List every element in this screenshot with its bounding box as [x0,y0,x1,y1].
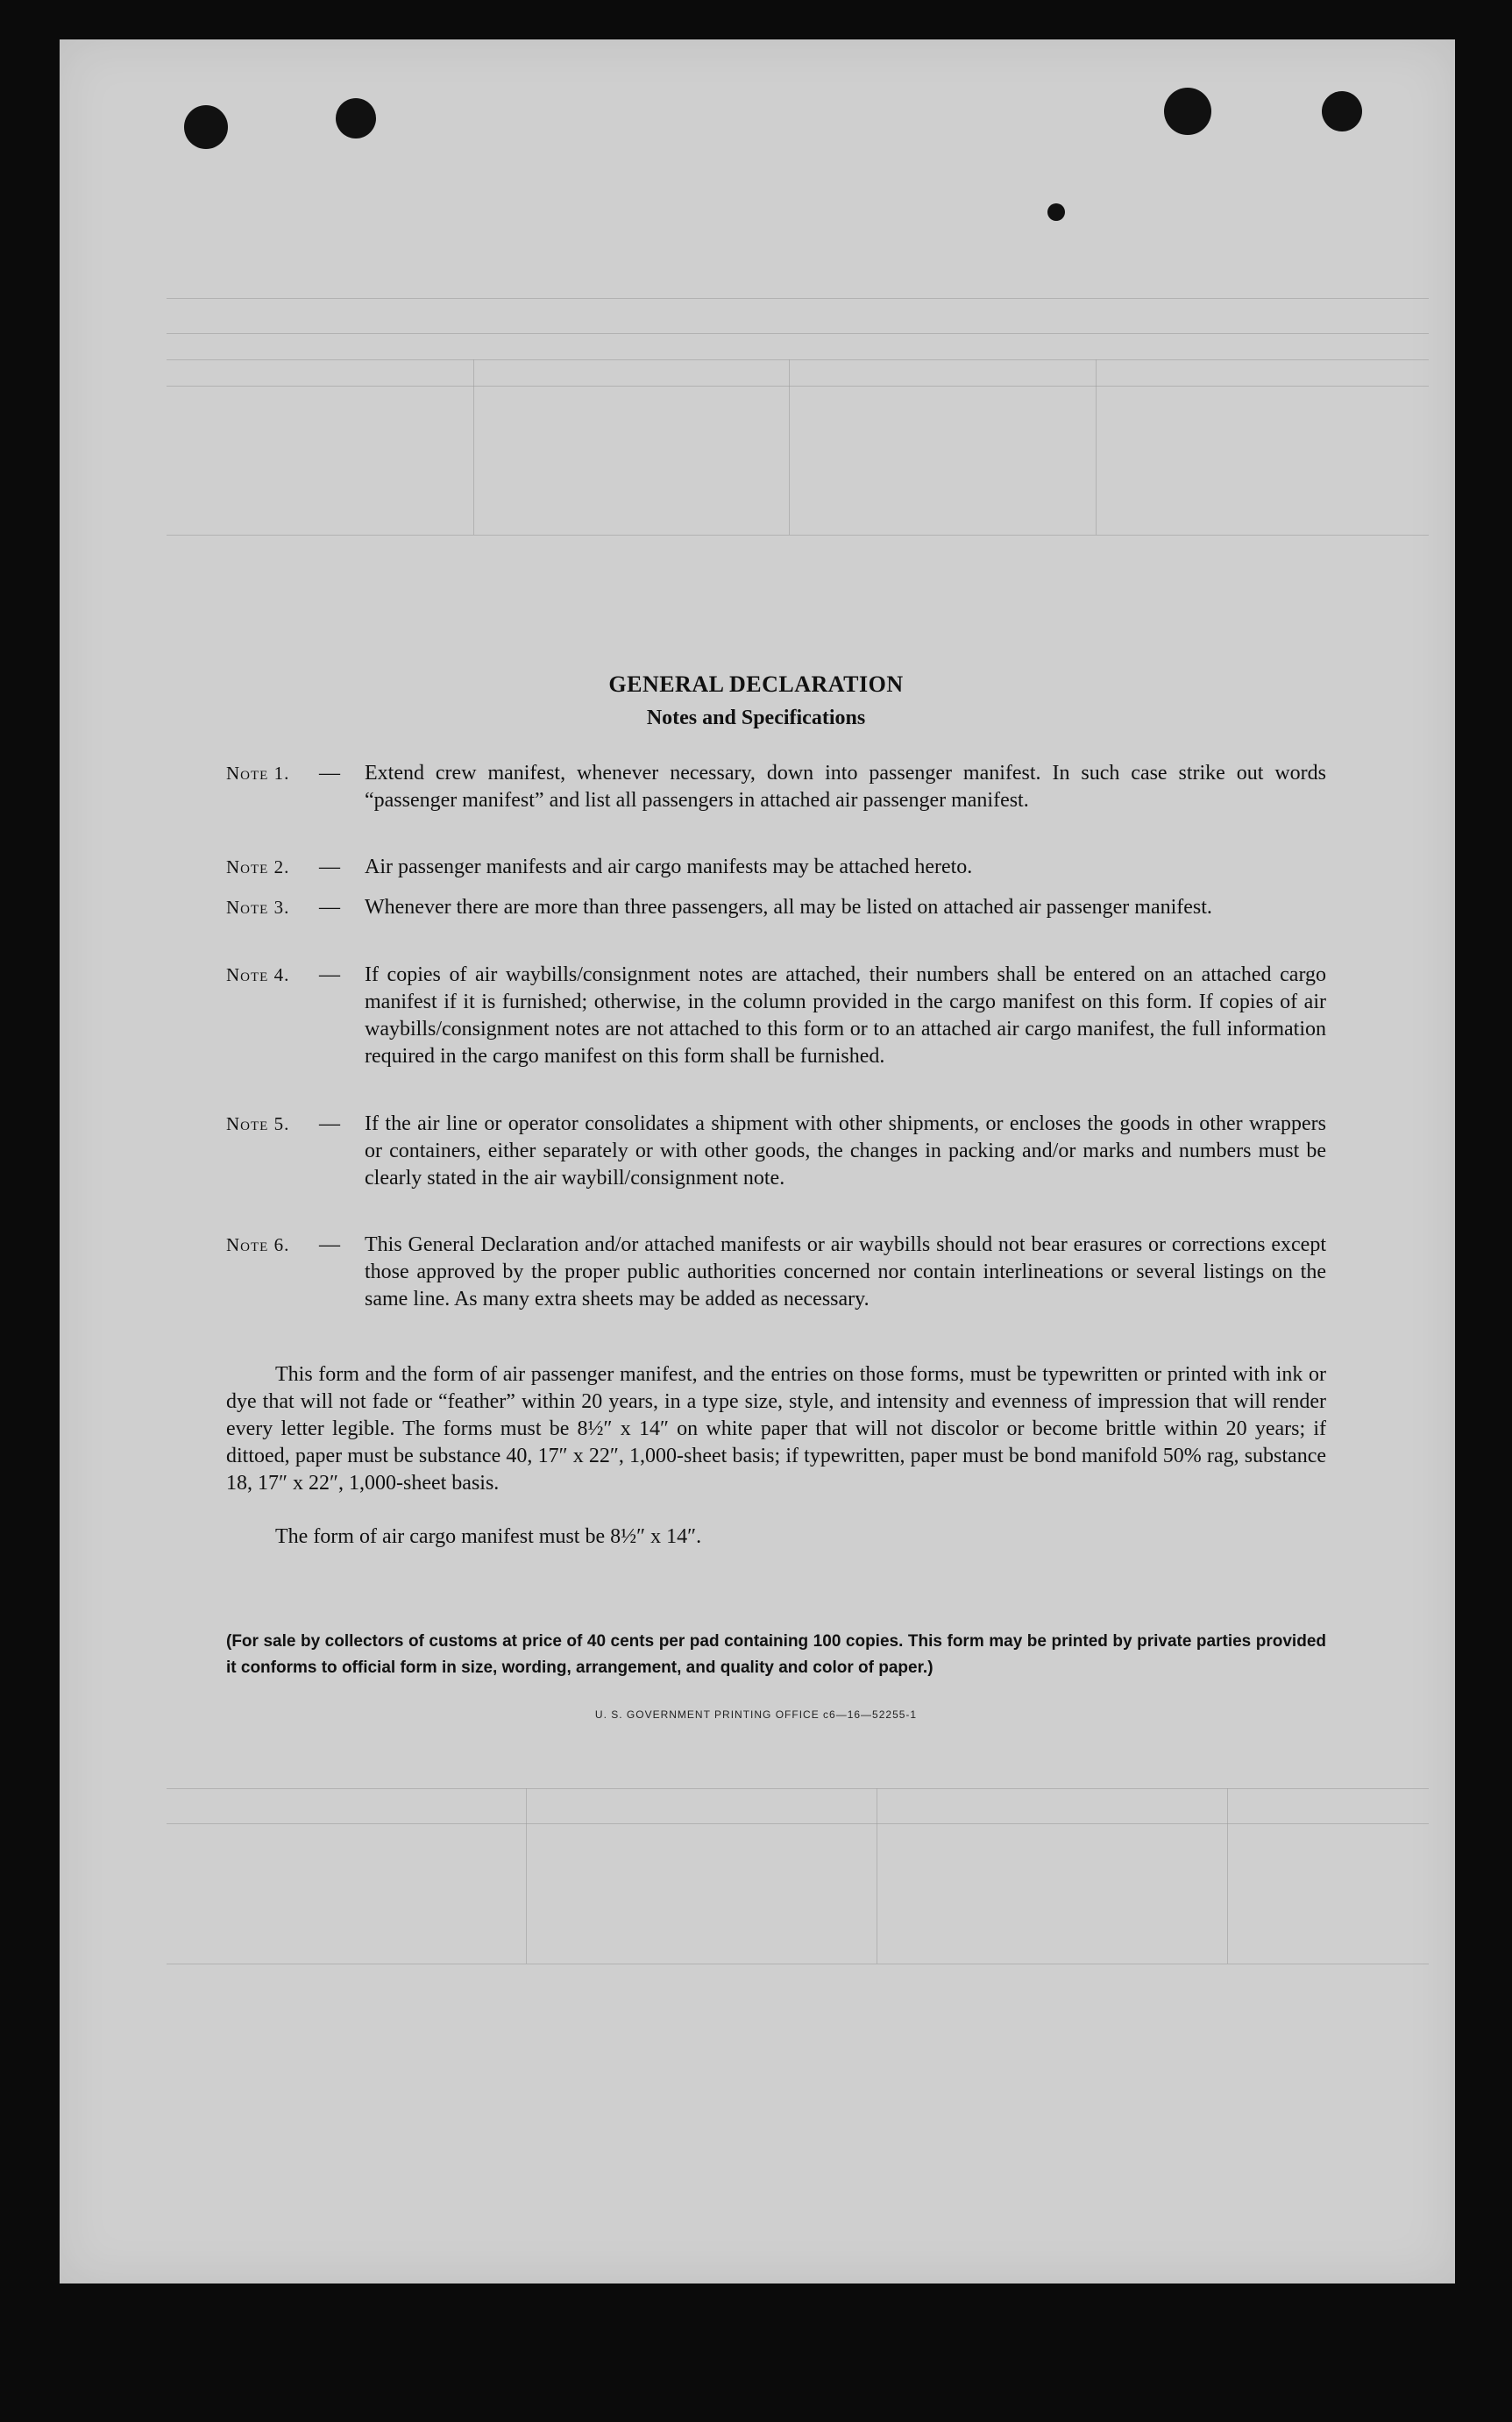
printer-imprint: U. S. GOVERNMENT PRINTING OFFICE c6—16—52255-1 [594,1708,918,1721]
note-text: Air passenger manifests and air cargo manifests may be attached hereto. [365,856,973,878]
note-6 [226,1232,1326,1313]
note-4 [226,962,1326,1070]
bleed-through-rule [167,359,1429,360]
bleed-through-rule [167,1823,1429,1824]
bleed-through-rule [1096,359,1097,535]
bleed-through-rule [1227,1788,1228,1964]
note-5 [226,1111,1326,1192]
bleed-through-rule [167,1788,1429,1789]
note-label: Note 3. [226,897,290,918]
note-dash: — [319,762,340,785]
note-dash: — [319,1112,340,1135]
bleed-through-rule [526,1788,527,1964]
page-title: GENERAL DECLARATION [608,671,904,697]
note-3 [226,894,1326,921]
note-label: Note 4. [226,964,290,985]
note-label: Note 2. [226,856,290,877]
note-dash: — [319,856,340,878]
note-2 [226,854,1326,881]
note-label: Note 5. [226,1113,290,1134]
cargo-form-size: The form of air cargo manifest must be 8½″ x 14″. [275,1525,702,1548]
note-text: This General Declaration and/or attached manifests or air waybills should not bear erasures or corrections except those approved by the proper public authorities concerned nor contain interlineations or several listings on the same line. As many extra sheets may be added as necessary. [365,1233,1326,1310]
note-text: If the air line or operator consolidates a shipment with other shipments, or encloses the goods in other wrappers or containers, either separately or with other goods, the changes in packing and/or marks and numbers must be clearly stated in the air waybill/consignment note. [365,1112,1326,1190]
note-dash: — [319,963,340,986]
bleed-through-rule [167,535,1429,536]
paper-spec-text: This form and the form of air passenger manifest, and the entries on those forms, must be typewritten or printed with ink or dye that will not fade or “feather” within 20 years, in a type size, style, and intensity and evenness of impression that will render every letter legible. The forms must be 8½″ x 14″ on white paper that will not discolor or become brittle within 20 years; if dittoed, paper must be substance 40, 17″ x 22″, 1,000-sheet basis; if typewritten, paper must be bond manifold 50% rag, substance 18, 17″ x 22″, 1,000-sheet basis. [226,1363,1326,1495]
note-label: Note 6. [226,1234,290,1255]
punch-hole-left-1 [184,105,228,149]
bleed-through-rule [789,359,790,535]
note-text: Extend crew manifest, whenever necessary, down into passenger manifest. In such case strike out words “passenger manifest” and list all passengers in attached air passenger manifest. [365,762,1326,812]
note-dash: — [319,1233,340,1256]
page-subtitle: Notes and Specifications [646,707,866,729]
punch-hole-right-1 [1164,88,1211,135]
punch-hole-left-2 [336,98,376,139]
note-label: Note 1. [226,763,290,784]
note-dash: — [319,896,340,919]
note-text: Whenever there are more than three passengers, all may be listed on attached air passenger manifest. [365,896,1212,919]
note-text: If copies of air waybills/consignment notes are attached, their numbers shall be entered on an attached cargo manifest if it is furnished; otherwise, in the column provided in the cargo manifest on this form. If copies of air waybills/consignment notes are not attached to this form or to an attached air cargo manifest, the full information required in the cargo manifest on this form shall be furnished. [365,963,1326,1068]
punch-hole-right-2 [1322,91,1362,131]
paper-specification [226,1361,1326,1497]
bleed-through-rule [167,298,1429,299]
ink-mark [1047,203,1065,221]
bleed-through-rule [473,359,474,535]
bleed-through-rule [167,386,1429,387]
sale-notice: (For sale by collectors of customs at price of 40 cents per pad containing 100 copies. This form may be printed by private parties provided it conforms to official form in size, wording, arrangement, and quality and color of paper.) [226,1632,1326,1677]
note-1 [226,760,1326,814]
bleed-through-rule [167,333,1429,334]
